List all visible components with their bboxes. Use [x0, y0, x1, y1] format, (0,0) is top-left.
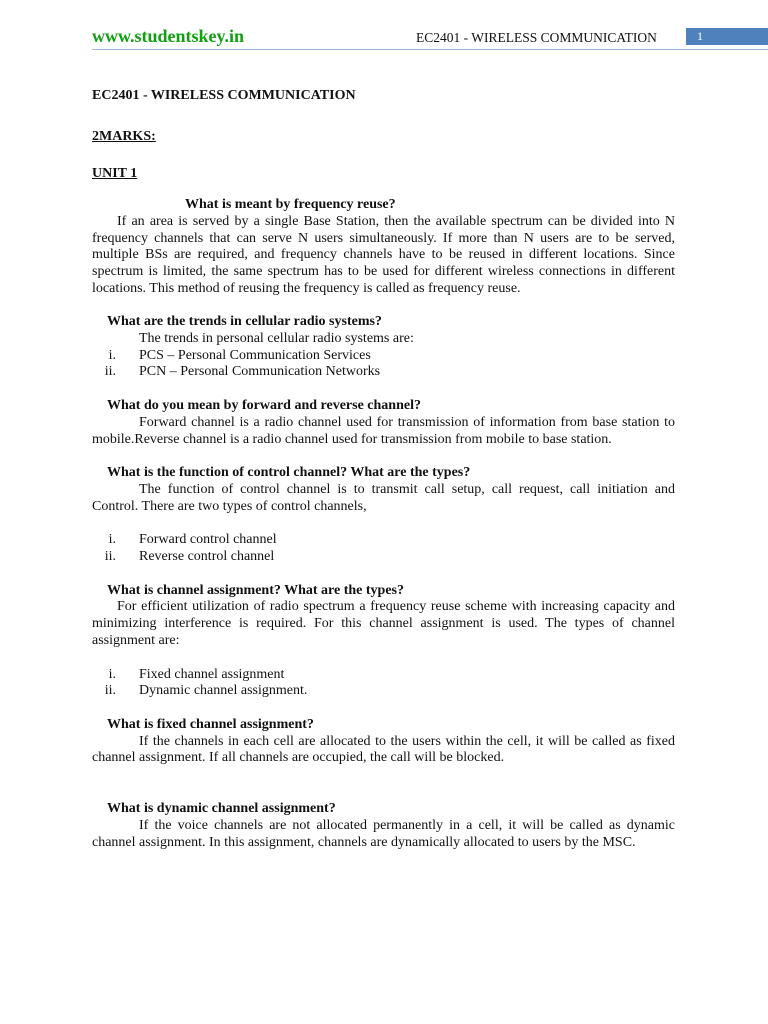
- qa-item-4: [92, 465, 675, 566]
- answer: For efficient utilization of radio spectrum a frequency reuse scheme with increasing capacity and minimizing interference is required. For this channel assignment is used. The types of channel assignment are:: [92, 599, 675, 648]
- qa-item-3: [92, 398, 675, 448]
- unit-heading: UNIT 1: [92, 166, 138, 182]
- qa-item-6: [92, 717, 675, 767]
- list-item: ii. Dynamic channel assignment.: [104, 683, 308, 699]
- header-divider: [92, 49, 768, 50]
- answer: The trends in personal cellular radio systems are:: [139, 331, 414, 347]
- list-item: ii. PCN – Personal Communication Networks: [104, 364, 381, 380]
- header-course-title: EC2401 - WIRELESS COMMUNICATION: [416, 30, 657, 45]
- answer: Forward channel is a radio channel used for transmission of information from base station to mobile.Reverse channel is a radio channel used for transmission from mobile to base station.: [92, 414, 675, 447]
- site-link[interactable]: www.studentskey.in: [92, 26, 245, 46]
- answer: If the voice channels are not allocated permanently in a cell, it will be called as dynamic channel assignment. In this assignment, channels are dynamically allocated to users by the MSC.: [92, 817, 675, 850]
- question: What is meant by frequency reuse?: [185, 197, 396, 213]
- qa-item-1: [92, 197, 675, 297]
- question: What is the function of control channel? What are the types?: [107, 465, 471, 481]
- qa-item-7: [92, 801, 675, 851]
- answer: If an area is served by a single Base Station, then the available spectrum can be divided into N frequency channels that can serve N users simultaneously. If more than N users are to be served, multiple BSs are required, and frequency channels have to be reused in different locations. Since spectrum is limited, the same spectrum has to be used for different wireless connections in different locations. This method of reusing the frequency is called as frequency reuse.: [92, 213, 675, 296]
- qa-item-2: [92, 314, 675, 381]
- list-item: ii. Reverse control channel: [104, 549, 275, 565]
- question: What is channel assignment? What are the types?: [107, 582, 405, 598]
- answer: The function of control channel is to transmit call setup, call request, call initiation and Control. There are two types of control channels,: [92, 481, 675, 514]
- document-title: EC2401 - WIRELESS COMMUNICATION: [92, 88, 356, 103]
- question: What is dynamic channel assignment?: [107, 801, 336, 817]
- question: What do you mean by forward and reverse channel?: [107, 398, 421, 414]
- list-item: i. Forward control channel: [108, 532, 277, 548]
- page-number-badge: [686, 28, 768, 45]
- question: What are the trends in cellular radio systems?: [107, 314, 382, 330]
- answer-list: [92, 348, 675, 381]
- answer-list: [92, 667, 675, 700]
- answer: If the channels in each cell are allocated to the users within the cell, it will be called as fixed channel assignment. If all channels are occupied, the call will be blocked.: [92, 733, 675, 766]
- qa-item-5: [92, 583, 675, 700]
- list-item: i. PCS – Personal Communication Services: [108, 347, 371, 363]
- answer-list: [92, 532, 675, 565]
- list-item: i. Fixed channel assignment: [108, 666, 285, 682]
- page-number: 1: [697, 29, 703, 43]
- question: What is fixed channel assignment?: [107, 716, 314, 732]
- document-body: [92, 88, 675, 851]
- section-heading: 2MARKS:: [92, 128, 156, 144]
